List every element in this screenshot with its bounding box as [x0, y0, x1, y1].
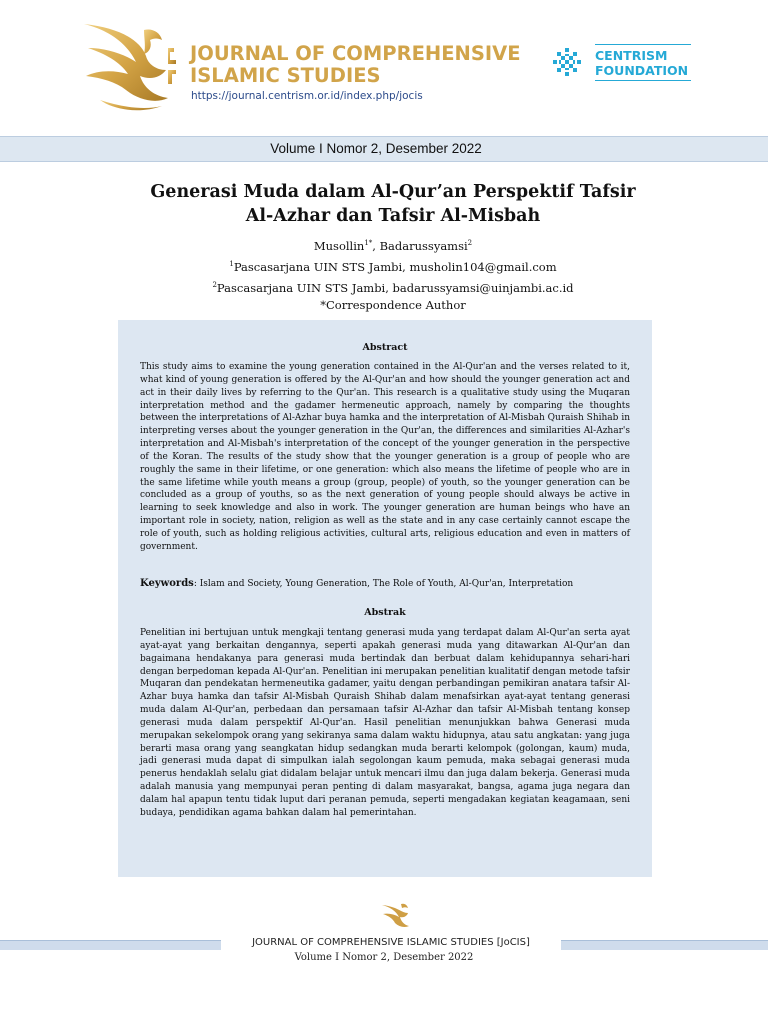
- affiliation-1-mark: 1: [229, 259, 234, 268]
- abstract-heading: Abstract: [362, 342, 408, 353]
- author-2-mark: 2: [467, 239, 473, 247]
- author-2: , Badarussyamsi: [372, 238, 468, 253]
- footer-journal-name: JOURNAL OF COMPREHENSIVE ISLAMIC STUDIES [JoCIS]: [221, 937, 561, 948]
- affiliation-2-mark: 2: [212, 280, 217, 289]
- affiliation-1-text: Pascasarjana UIN STS Jambi, musholin104@gmail.com: [233, 259, 557, 274]
- article-title: [60, 180, 726, 228]
- publisher-line1: CENTRISM: [595, 48, 668, 63]
- affiliation-2: [60, 276, 726, 297]
- journal-url-link[interactable]: https://journal.centrism.or.id/index.php/jocis: [191, 90, 423, 102]
- affiliation-2-text: Pascasarjana UIN STS Jambi, badarussyamsi@uinjambi.ac.id: [216, 280, 574, 295]
- author-names: [60, 234, 726, 255]
- author-block: [60, 234, 726, 314]
- journal-title-line2: ISLAMIC STUDIES: [190, 64, 381, 87]
- author-1: Musollin: [313, 238, 365, 253]
- keywords-label: Keywords: [140, 578, 194, 589]
- footer-issue: Volume I Nomor 2, Desember 2022: [294, 952, 474, 963]
- article-title-line2: Al-Azhar dan Tafsir Al-Misbah: [245, 206, 541, 226]
- affiliation-1: [60, 255, 726, 276]
- journal-title: [190, 43, 521, 87]
- keywords-line: [140, 578, 640, 589]
- issue-label: Volume I Nomor 2, Desember 2022: [270, 141, 482, 156]
- article-title-line1: Generasi Muda dalam Al-Qur’an Perspektif Tafsir: [150, 182, 636, 202]
- page-header: [0, 0, 768, 132]
- centrism-wordmark: [595, 48, 688, 78]
- journal-title-line1: JOURNAL OF COMPREHENSIVE: [190, 42, 521, 65]
- snowflake-logo-icon: [552, 47, 582, 77]
- author-1-mark: 1*: [364, 239, 373, 247]
- footer-phoenix-logo-icon: [379, 899, 413, 933]
- abstract-text: This study aims to examine the young generation contained in the Al-Qur'an and the verses related to it, what kind of young generation is offered by the Al-Qur'an and how should the younger generation act and act in their daily lives by referring to the Qur'an. This research is a qualitative study using the Muqaran interpretation method and the gadamer hermeneutic approach, namely by comparing the thoughts between the interpretations of Al-Azhar buya hamka and the interpretation of Al-Misbah Quraish Shihab in interpreting verses about the younger generation in the Qur'an, the differences and similarities Al-Azhar's interpretation and Al-Misbah's interpretation of the concept of the younger generation in the perspective of the Koran. The results of the study show that the younger generation is a group of people who are roughly the same in their lifetime, or one generation: which also means the lifetime of people who are in the same lifetime while youth means a group (group, people) of youth, so the younger generation can be concluded as a group of youths, so as the next generation of young people should always be active in learning to seek knowledge and also in work. The younger generation are human beings who have an important role in society, nation, religion as well as the state and in any case certainly cannot escape the role of youth, such as holding religious activities, cultural arts, religious education and even in matters of government.: [140, 362, 630, 552]
- keywords-list: : Islam and Society, Young Generation, The Role of Youth, Al-Qur'an, Interpretation: [193, 579, 574, 589]
- abstrak-text: Penelitian ini bertujuan untuk mengkaji tentang generasi muda yang terdapat dalam Al-Qur'an serta ayat ayat-ayat yang berkaitan dengannya, seperti apakah generasi muda yang ditawarkan Al-Qur'an dan bagaimana hendakanya para generasi muda bertindak dan berbuat dalam kehidupannya sehari-hari dengan berpedoman kepada Al-Qur'an. Penelitian ini merupakan penelitian kualitatif dengan metode tafsir Muqaran dan pendekatan hermeneutika gadamer, yaitu dengan perbandingan pemikiran anatara tafsir Al-Azhar buya hamka dan tafsir Al-Misbah Quraish Shihab dalam menafsirkan ayat-ayat tentang generasi muda dalam Al-Qur'an, perbedaan dan persamaan tafsir Al-Azhar dan tafsir Al-Misbah tentang konsep generasi muda dalam perspektif Al-Qur'an. Hasil penelitian menunjukkan bahwa Generasi muda merupakan sekelompok orang yang sekiranya sama dalam waktu hidupnya, atau satu angkatan: yang juga berarti masa orang yang seangkatan hidup sedangkan muda berarti kelompok (golongan, kaum) muda, jadi generasi muda dapat di simpulkan ialah segolongan kaum pemuda, maka sebagai generasi muda penerus hendaklah selalu giat didalam belajar untuk mencari ilmu dan juga dalam bekerja. Generasi muda adalah manusia yang mempunyai peran penting di dalam masyarakat, bangsa, agama juga negara dan dalam hal apapun tentu tidak luput dari peranan pemuda, seperti mengadakan kegiatan keagamaan, seni budaya, pendidikan agama bahkan dalam hal pemerintahan.: [140, 628, 630, 818]
- issue-band: [0, 136, 768, 162]
- correspondence-note: *Correspondence Author: [320, 298, 466, 313]
- abstrak-heading: Abstrak: [364, 607, 406, 618]
- publisher-line2: FOUNDATION: [595, 63, 689, 78]
- abstract-box: [118, 320, 652, 877]
- journal-phoenix-logo-icon: [80, 18, 184, 118]
